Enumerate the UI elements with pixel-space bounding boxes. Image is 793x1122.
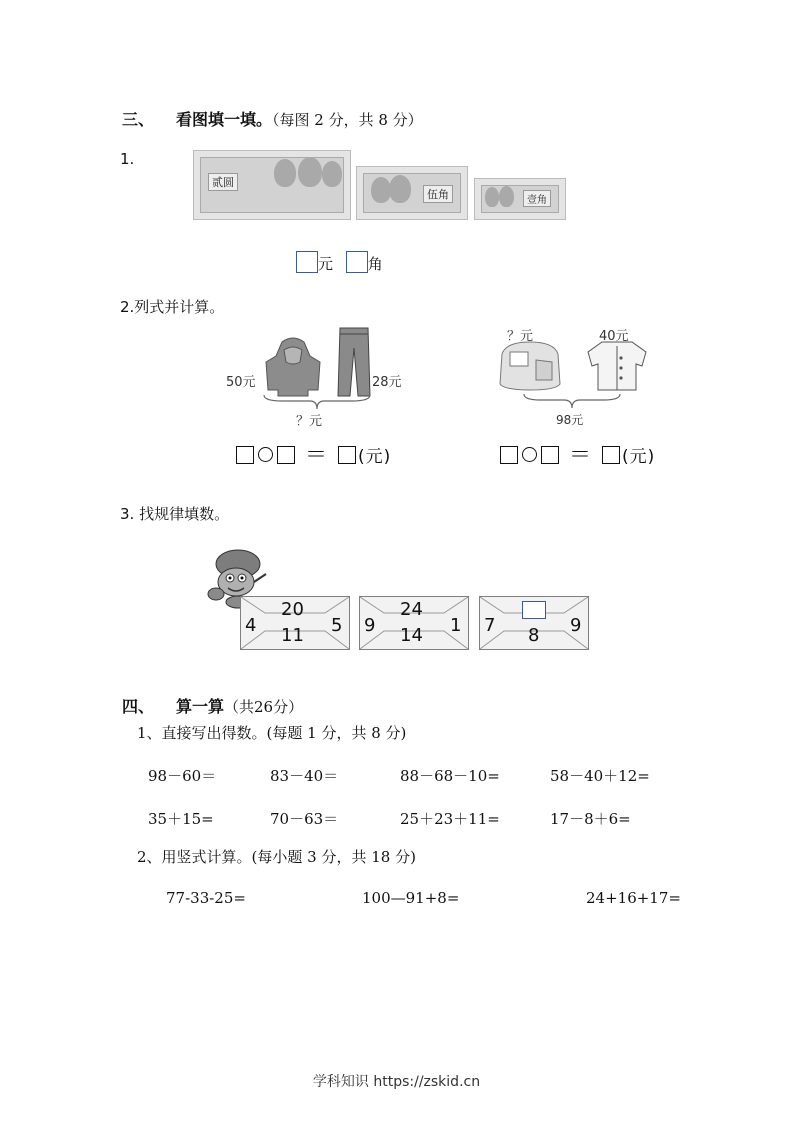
footer-watermark: 学科知识 https://zskid.cn	[312, 1074, 481, 1090]
section4-score-note: （共26分）	[224, 698, 304, 716]
operand-box[interactable]	[277, 446, 295, 464]
brace	[262, 393, 372, 411]
envelope-1	[240, 596, 350, 650]
envelope-2	[359, 596, 469, 650]
envelope-bottom-number: 14	[400, 625, 423, 646]
section3-title: 看图填一填。	[176, 110, 273, 129]
operand-box[interactable]	[541, 446, 559, 464]
vertical-calc-expression: 77-33-25=	[166, 889, 246, 907]
section3-number: 三、	[122, 110, 155, 129]
envelope-top-number: 24	[400, 599, 423, 620]
yuan-answer-box[interactable]	[296, 251, 318, 273]
expression: 58－40＋12=	[550, 767, 650, 785]
question-2-label: 2.列式并计算。	[120, 298, 225, 316]
envelope-right-number: 9	[570, 615, 582, 636]
unit-label: (元)	[622, 447, 656, 467]
banknote-5-jiao	[356, 166, 468, 220]
operand-box[interactable]	[500, 446, 518, 464]
jacket-illustration	[262, 336, 324, 398]
expression: 17－8＋6=	[550, 810, 631, 828]
vertical-calc-expression: 100—91+8=	[362, 889, 460, 907]
section4-number: 四、	[122, 697, 155, 716]
banknote-2-yuan	[193, 150, 351, 220]
expression: 98－60＝	[148, 767, 217, 785]
envelope-left-number: 7	[484, 615, 496, 636]
section4-title: 算一算	[176, 697, 225, 716]
jiao-unit: 角	[367, 255, 383, 273]
expression: 35＋15=	[148, 810, 214, 828]
subquestion-2-label: 2、用竖式计算。(每小题 3 分，共 18 分)	[137, 848, 416, 866]
operator-circle[interactable]	[522, 447, 537, 462]
jiao-answer-box[interactable]	[346, 251, 368, 273]
envelope-bottom-number: 11	[281, 625, 304, 646]
envelope-left-number: 4	[245, 615, 257, 636]
banknote-label: 壹角	[523, 190, 551, 207]
envelope-3	[479, 596, 589, 650]
envelope-answer-box[interactable]	[522, 601, 546, 619]
yuan-unit: 元	[318, 255, 334, 273]
money-answer-row	[296, 251, 383, 274]
operand-box[interactable]	[236, 446, 254, 464]
vertical-calc-expression: 24+16+17=	[586, 889, 681, 907]
section3-heading	[176, 107, 423, 130]
trousers-illustration	[336, 326, 372, 398]
expression: 25＋23＋11=	[400, 810, 500, 828]
backpack-illustration	[496, 340, 564, 392]
banknote-label: 伍角	[423, 185, 453, 203]
section4-heading	[176, 694, 303, 717]
brace	[522, 392, 622, 410]
banknote-1-jiao	[474, 178, 566, 220]
section3-score-note: （每图 2 分，共 8 分）	[272, 111, 423, 129]
right-equation: ＝ (元)	[498, 438, 655, 469]
left-equation: ＝ (元)	[234, 438, 391, 469]
operator-circle[interactable]	[258, 447, 273, 462]
backpack-price-unknown: ？元	[507, 329, 534, 344]
question-1-label: 1.	[120, 150, 135, 168]
expression: 88－68－10=	[400, 767, 500, 785]
envelope-bottom-number: 8	[528, 625, 540, 646]
total-price-unknown: ？元	[296, 414, 323, 429]
result-box[interactable]	[602, 446, 620, 464]
coat-illustration	[586, 338, 648, 392]
result-box[interactable]	[338, 446, 356, 464]
expression: 70－63＝	[270, 810, 339, 828]
jacket-price: 50元	[226, 375, 256, 390]
envelope-right-number: 1	[450, 615, 462, 636]
banknote-label: 贰圆	[208, 173, 238, 191]
expression: 83－40＝	[270, 767, 339, 785]
coat-price: 40元	[599, 329, 629, 344]
total-price: 98元	[556, 413, 584, 427]
envelope-right-number: 5	[331, 615, 343, 636]
trousers-price: 28元	[372, 375, 402, 390]
subquestion-1-label: 1、直接写出得数。(每题 1 分，共 8 分)	[137, 724, 407, 742]
envelope-top-number: 20	[281, 599, 304, 620]
unit-label: (元)	[358, 447, 392, 467]
question-3-label: 3. 找规律填数。	[120, 505, 230, 523]
envelope-left-number: 9	[364, 615, 376, 636]
